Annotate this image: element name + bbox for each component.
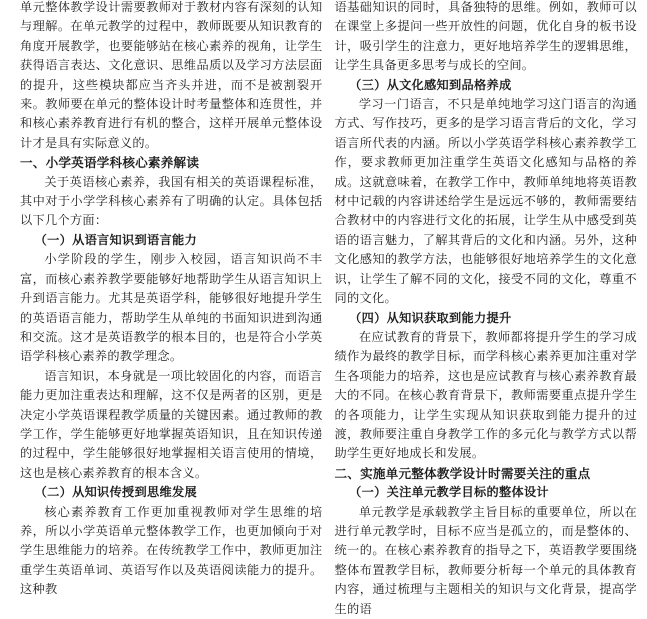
section-heading-1: 一、小学英语学科核心素养解读	[20, 155, 200, 171]
subsection-heading-1-2: （二）从知识传授到思维发展	[34, 485, 197, 500]
section-heading-2: 二、实施单元整体教学设计时需要关注的重点	[334, 465, 591, 481]
paragraph: 关于英语核心素养，我国有相关的英语课程标准，其中对于小学学科核心素养有了明确的认定。具体包括以下几个方面：	[20, 174, 323, 228]
paragraph: 单元教学是承载教学主旨目标的重要单位，所以在进行单元教学时，目标不应当是孤立的，而是整体的、统一的。在核心素养教育的指导之下，英语教学要围绕整体布置教学目标，教师要分析每一个单元的具体教育内容，通过梳理与主题相关的知识与文化背景，提高学生的语	[334, 504, 637, 616]
subsection-heading-1-4: （四）从知识获取到能力提升	[349, 310, 512, 325]
right-column	[334, 0, 638, 616]
paragraph: 在应试教育的背景下，教师都将提升学生的学习成绩作为最终的教学目标，而学科核心素养更加注重对学生各项能力的培养，这也是应试教育与核心素养教育最大的不同。在核心教育背景下，教师需要重点提升学生的各项能力，让学生实现从知识获取到能力提升的过渡，教师要注重自身教学工作的多元化与教学方式以帮助学生更好地成长和发展。	[334, 329, 637, 461]
subsection-heading-1-3: （三）从文化感知到品格养成	[349, 77, 512, 92]
left-column	[20, 0, 323, 597]
paragraph-intro: 单元整体教学设计需要教师对于教材内容有深刻的认知与理解。在单元教学的过程中，教师既要从知识教育的角度开展教学，也要能够站在核心素养的视角，让学生获得语言表达、文化意识、思维品质以及学习方法层面的提升，这些模块都应当齐头并进，而不是被割裂开来。教师要在单元的整体设计时考量整体和连贯性，并和核心素养教育进行有机的整合，这样开展单元整体设计才是具有实际意义的。	[20, 0, 323, 150]
paragraph-continued: 语基础知识的同时，具备独特的思维。例如，教师可以在课堂上多提问一些开放性的问题，优化自身的板书设计，吸引学生的注意力，更好地培养学生的逻辑思维，让学生具备更多思考与成长的空间。	[334, 0, 637, 73]
paragraph: 学习一门语言，不只是单纯地学习这门语言的沟通方式、写作技巧，更多的是学习语言背后的文化，学习语言所代表的内涵。所以小学英语学科核心素养教学工作，要求教师更加注重学生英语文化感知与品格的养成。这就意味着，在教学工作中，教师单纯地将英语教材中记载的内容讲述给学生是远远不够的，教师需要结合教材中的内容进行文化的拓展，让学生从中感受到英语的语言魅力，了解其背后的文化和内涵。另外，这种文化感知的教学方法，也能够很好地培养学生的文化意识，让学生了解不同的文化，接受不同的文化，尊重不同的文化。	[334, 97, 637, 306]
subsection-heading-2-1: （一）关注单元教学目标的整体设计	[349, 485, 549, 500]
paragraph: 语言知识，本身就是一项比较固化的内容，而语言能力更加注重表达和理解，这不仅是两者的区别，更是决定小学英语课程教学质量的关键因素。通过教师的教学工作，学生能够更好地掌握英语知识，且在知识传递的过程中，学生能够很好地掌握相关语言使用的情境，这也是核心素养教育的根本含义。	[20, 368, 323, 480]
subsection-heading-1-1: （一）从语言知识到语言能力	[34, 232, 197, 247]
paragraph: 核心素养教育工作更加重视教师对学生思维的培养，所以小学英语单元整体教学工作，也更加倾向于对学生思维能力的培养。在传统教学工作中，教师更加注重学生英语单词、英语写作以及英语阅读能力的提升。这种教	[20, 504, 323, 597]
paragraph: 小学阶段的学生，刚步入校园，语言知识尚不丰富，而核心素养教学要能够好地帮助学生从语言知识上升到语言能力。尤其是英语学科，能够很好地提升学生的英语语言能力，帮助学生从单纯的书面知识进到沟通和交流。这才是英语教学的根本目的，也是符合小学英语学科核心素养的教学理念。	[20, 252, 323, 364]
